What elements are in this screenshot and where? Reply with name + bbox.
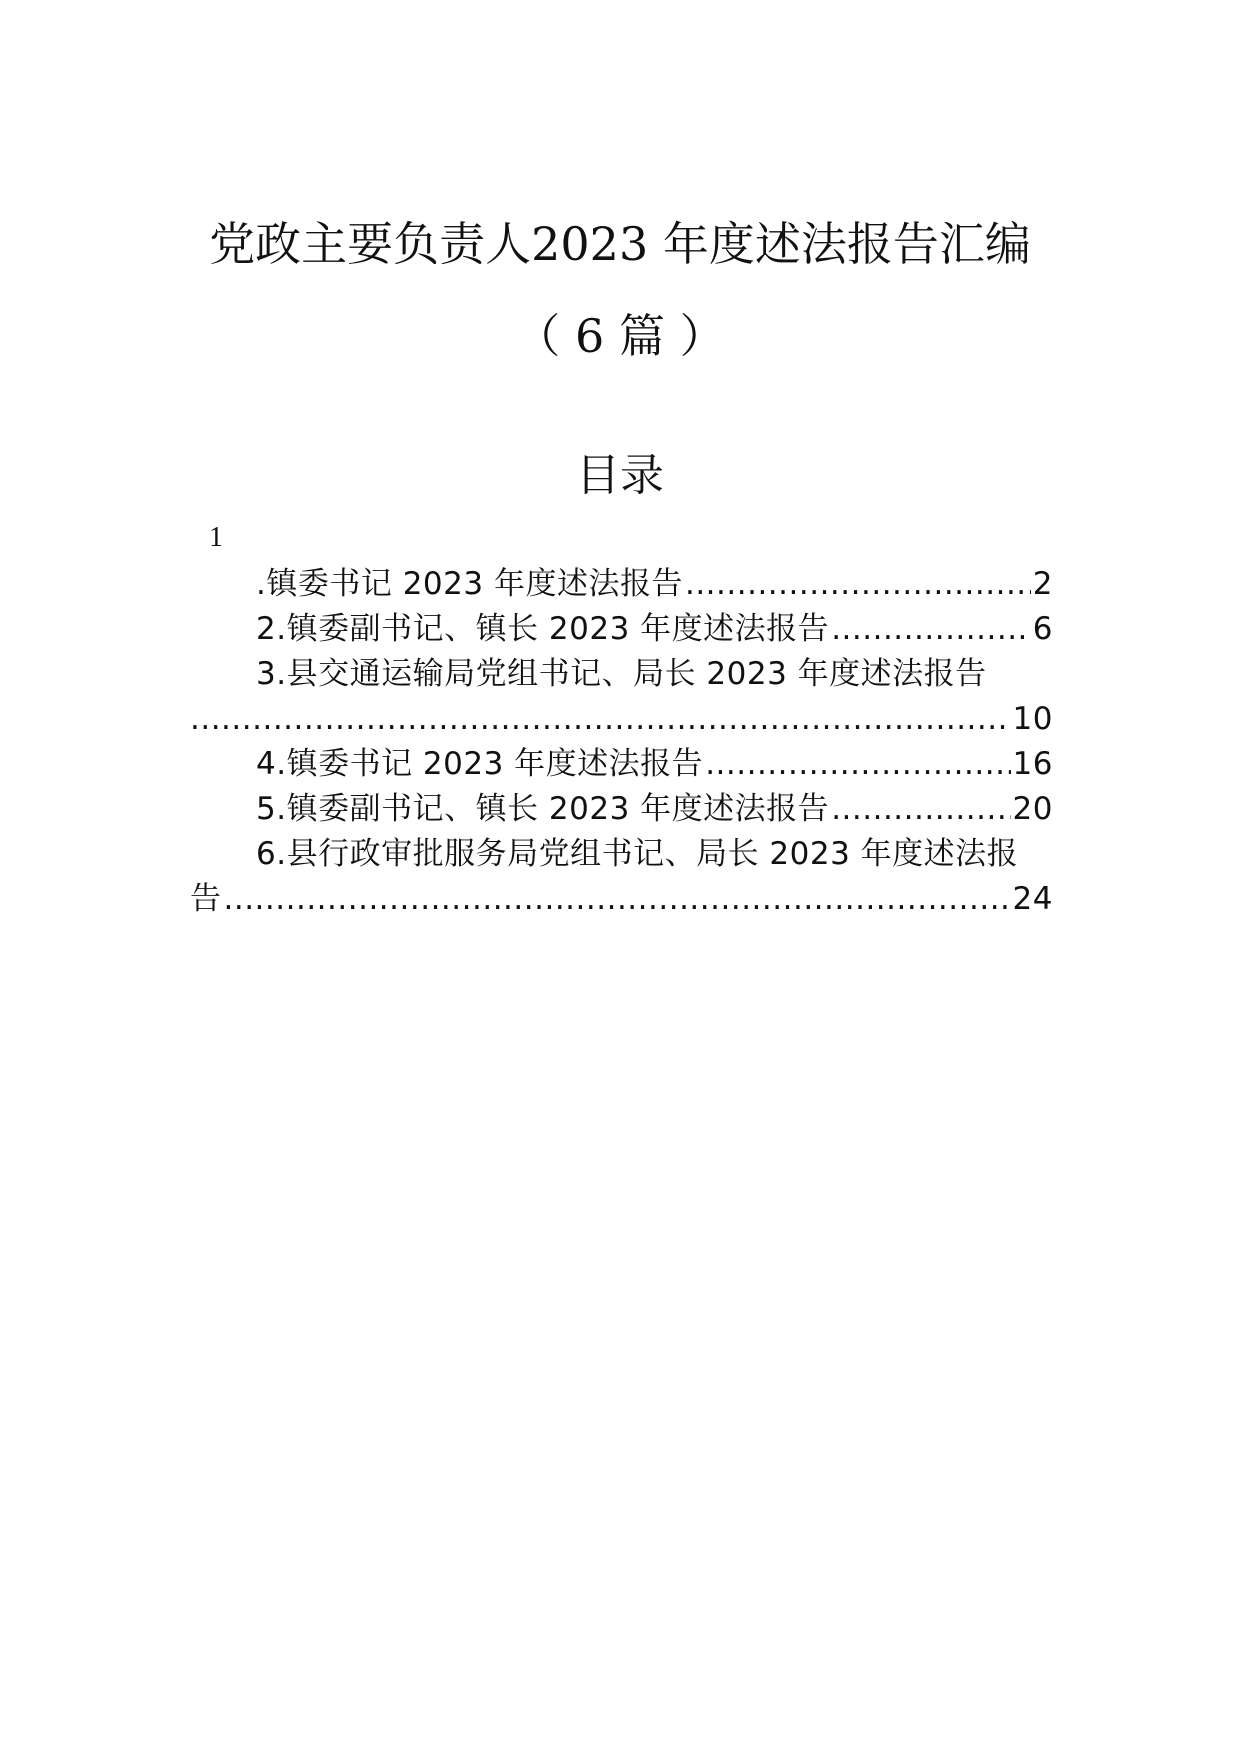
title-part2: 年度述法报告汇编 (662, 217, 1031, 271)
subtitle-word: 篇 (618, 309, 665, 363)
toc-page-number: 20 (1012, 791, 1053, 827)
toc-entry-title: 4.镇委书记 2023 年度述法报告 (256, 746, 704, 782)
toc-entry-2[interactable] (190, 607, 1053, 652)
dot-leader (190, 697, 1011, 742)
subtitle-close-paren: ） (679, 309, 726, 363)
toc-entry-3[interactable] (190, 652, 1053, 742)
table-of-contents (190, 562, 1053, 922)
toc-entry-title-continued: 告 (190, 881, 222, 917)
subtitle-count: 6 (575, 309, 605, 363)
dot-leader (831, 607, 1031, 652)
dot-leader (685, 562, 1031, 607)
toc-page-number: 2 (1032, 566, 1053, 602)
list-number: 1 (209, 522, 223, 553)
toc-entry-6[interactable] (190, 832, 1053, 922)
toc-entry-title: 5.镇委副书记、镇长 2023 年度述法报告 (256, 791, 830, 827)
toc-entry-title: 6.县行政审批服务局党组书记、局长 2023 年度述法报 (256, 836, 1019, 872)
toc-page-number: 10 (1012, 701, 1053, 737)
toc-entry-4[interactable] (190, 742, 1053, 787)
subtitle-open-paren: （ (514, 309, 561, 363)
toc-entry-5[interactable] (190, 787, 1053, 832)
toc-page-number: 6 (1032, 611, 1053, 647)
document-subtitle (0, 306, 1240, 366)
title-year: 2023 (531, 217, 649, 271)
toc-entry-title: .镇委书记 2023 年度述法报告 (256, 566, 683, 602)
toc-heading: 目录 (576, 450, 664, 501)
dot-leader (224, 877, 1011, 922)
toc-page-number: 24 (1012, 881, 1053, 917)
title-part1: 党政主要负责人 (209, 217, 532, 271)
toc-entry-title: 2.镇委副书记、镇长 2023 年度述法报告 (256, 611, 830, 647)
dot-leader (705, 742, 1010, 787)
toc-entry-title: 3.县交通运输局党组书记、局长 2023 年度述法报告 (256, 656, 987, 692)
toc-entry-1[interactable] (190, 562, 1053, 607)
document-title (0, 214, 1240, 274)
dot-leader (831, 787, 1010, 832)
toc-page-number: 16 (1012, 746, 1053, 782)
